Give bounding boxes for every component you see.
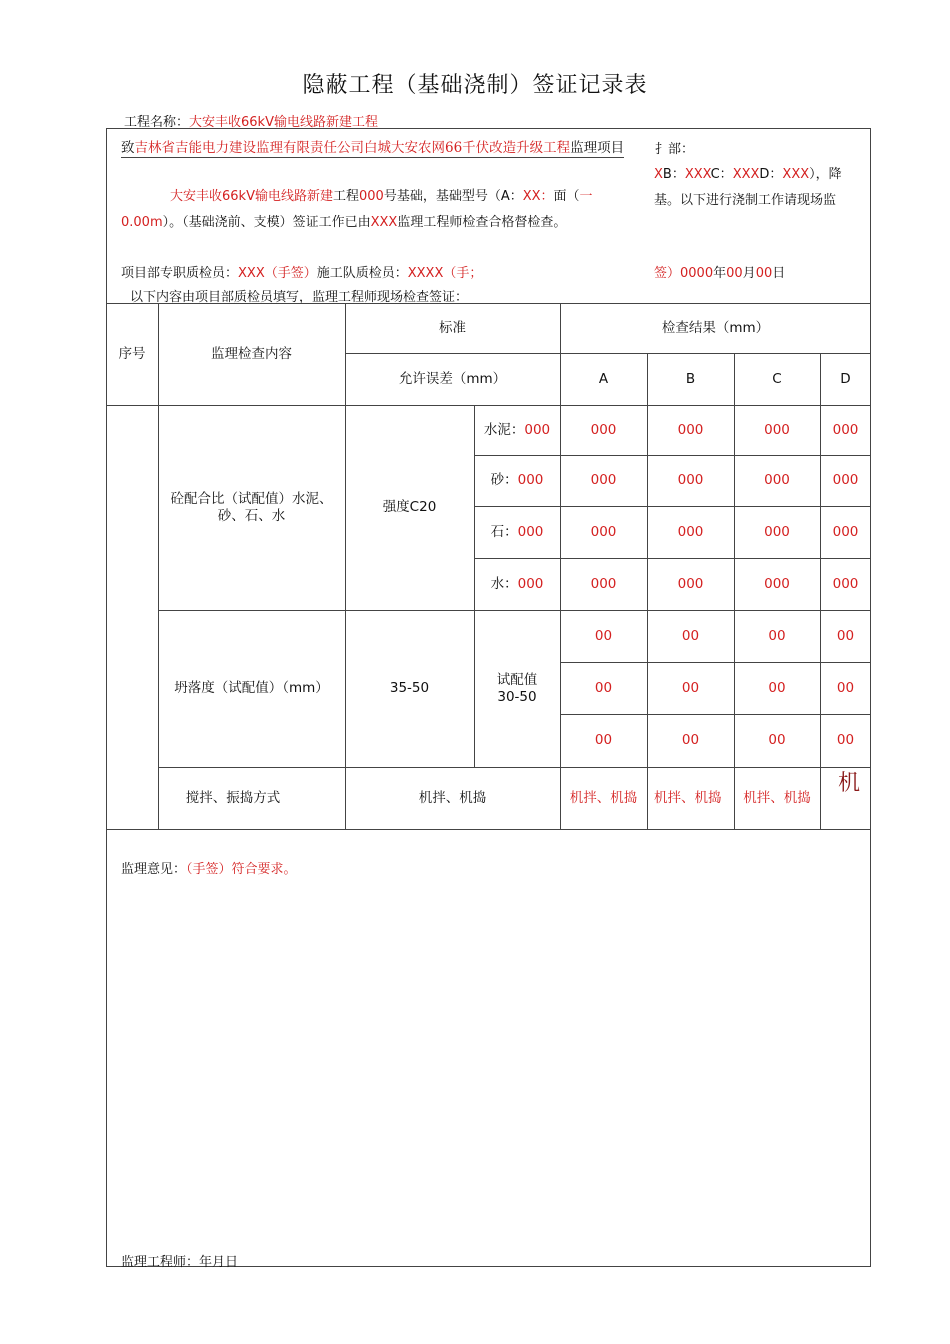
header-standard: 标准 xyxy=(439,319,466,336)
slump-result: 00 xyxy=(836,679,855,696)
foundation-number: 000 xyxy=(358,189,384,204)
component-name: 石： xyxy=(490,523,518,540)
result-cell: 000 xyxy=(677,472,704,488)
component-name: 水泥： xyxy=(483,421,525,438)
elevation-value: 0.00m xyxy=(121,215,163,230)
slump-label: 坍落度（试配值）（mm） xyxy=(174,680,329,696)
grid-line xyxy=(106,829,871,830)
mix-component-sand xyxy=(474,455,560,506)
mixing-result-d: 机 xyxy=(838,771,861,796)
page-title: 隐蔽工程（基础浇制）签证记录表 xyxy=(302,73,648,98)
opinion-value: （手签）符合要求。 xyxy=(186,862,297,877)
slump-result: 00 xyxy=(594,732,613,748)
to-prefix: 致 xyxy=(121,140,135,156)
result-cell: 000 xyxy=(677,523,704,540)
result-cell: 000 xyxy=(764,421,790,438)
sign-day: 00 xyxy=(755,266,773,281)
p1-text2: 号基础，基础型号（A： xyxy=(383,189,523,204)
header-tolerance: 允许误差（mm） xyxy=(398,370,507,387)
component-name: 水： xyxy=(490,575,518,592)
header-seq: 序号 xyxy=(118,345,146,362)
slump-result: 00 xyxy=(836,732,855,748)
dept-fragment: 扌部： xyxy=(655,142,695,157)
component-name: 砂： xyxy=(490,472,518,488)
project-name: 大安丰收66kV输电线路新建工程 xyxy=(189,115,378,130)
day-unit: 日 xyxy=(772,266,786,281)
component-value: 000 xyxy=(517,472,544,488)
header-a: A xyxy=(598,370,609,387)
slump-result: 00 xyxy=(681,679,700,696)
inspector-line xyxy=(121,262,482,281)
slump-result: 00 xyxy=(594,679,613,696)
mix-component-stone xyxy=(474,506,560,558)
slump-result: 00 xyxy=(768,679,786,696)
engineer-name: XXX xyxy=(370,215,398,230)
slump-standard: 35-50 xyxy=(389,680,430,696)
slump-result: 00 xyxy=(681,627,700,644)
type-tail: ），降 xyxy=(809,167,842,182)
type-b-label: B： xyxy=(662,167,685,182)
mixing-result: 机拌、机捣 xyxy=(569,789,638,806)
slump-result: 00 xyxy=(836,627,855,644)
type-c-label: C： xyxy=(710,167,733,182)
year-unit: 年 xyxy=(713,266,727,281)
type-b-value: XXX xyxy=(684,167,711,182)
engineer-signature-line: 监理工程师：年月日 xyxy=(121,1255,239,1270)
result-cell: 000 xyxy=(590,523,617,540)
to-org: 吉林省吉能电力建设监理有限责任公司白城大安农网66千伏改造升级工程 xyxy=(134,140,571,156)
sign-month: 00 xyxy=(726,266,743,281)
paragraph-line-2 xyxy=(121,211,566,230)
project-label: 工程名称： xyxy=(124,115,190,130)
sign-date xyxy=(654,262,785,281)
team-label: 施工队质检员： xyxy=(316,266,408,281)
inspector-label: 项目部专职质检员： xyxy=(121,266,239,281)
mix-standard: 强度C20 xyxy=(382,499,437,515)
result-cell: 000 xyxy=(590,421,617,438)
mixing-label: 搅拌、振捣方式 xyxy=(185,789,281,806)
slump-result: 00 xyxy=(681,732,700,748)
trial-value: 30-50 xyxy=(497,688,537,705)
type-c-value: XXX xyxy=(732,167,760,182)
team-value: XXXX（手； xyxy=(407,266,483,281)
result-cell: 000 xyxy=(764,575,790,592)
p1-text3: 面（ xyxy=(553,189,580,204)
p1-dash: 一 xyxy=(579,189,593,204)
header-b: B xyxy=(685,370,696,387)
slump-trial xyxy=(474,610,560,767)
result-cell: 000 xyxy=(764,523,790,540)
project-ref: 大安丰收66kV输电线路新建 xyxy=(170,189,333,204)
type-a-value: XX： xyxy=(522,189,554,204)
slump-result: 00 xyxy=(594,627,613,644)
mix-ratio-label: 砼配合比（试配值）水泥、砂、石、水 xyxy=(170,490,333,524)
result-cell: 000 xyxy=(832,421,859,438)
header-results: 检查结果（mm） xyxy=(661,319,770,336)
mixing-result: 机拌、机捣 xyxy=(654,789,722,806)
type-d-value: XXX xyxy=(782,167,810,182)
type-d-label: D： xyxy=(759,167,783,182)
component-value: 000 xyxy=(517,575,544,592)
month-unit: 月 xyxy=(742,266,756,281)
result-cell: 000 xyxy=(677,575,704,592)
slump-result: 00 xyxy=(768,732,786,748)
result-cell: 000 xyxy=(590,575,617,592)
header-d: D xyxy=(840,370,851,387)
mixing-standard: 机拌、机捣 xyxy=(418,789,487,806)
component-value: 000 xyxy=(517,523,544,540)
type-x: X xyxy=(654,167,663,182)
paragraph-line-1 xyxy=(170,185,593,204)
supervisor-opinion xyxy=(121,858,297,877)
result-cell: 000 xyxy=(677,421,704,438)
p2-text1: ）。（基础浇前、支模）签证工作已由 xyxy=(162,215,371,230)
to-suffix: 监理项目 xyxy=(570,140,625,156)
right-line-2: 基。以下进行浇制工作请现场监 xyxy=(654,193,837,208)
sign-red: 签） xyxy=(654,266,681,281)
addressee-line xyxy=(121,136,624,158)
result-cell: 000 xyxy=(832,575,859,592)
foundation-type-values xyxy=(654,163,842,182)
mix-component-cement xyxy=(474,405,560,455)
p2-text2: 监理工程师检查合格督检查。 xyxy=(397,215,567,230)
sign-year: 0000 xyxy=(680,266,714,281)
component-value: 000 xyxy=(524,421,551,438)
opinion-label: 监理意见： xyxy=(121,862,187,877)
slump-result: 00 xyxy=(768,627,786,644)
inspector-value: XXX（手签） xyxy=(238,266,317,281)
result-cell: 000 xyxy=(764,472,790,488)
result-cell: 000 xyxy=(832,472,859,488)
instruction-text: 以下内容由项目部质检员填写，监理工程师现场检查签证： xyxy=(130,290,469,305)
result-cell: 000 xyxy=(832,523,859,540)
header-content: 监理检查内容 xyxy=(211,345,292,362)
mix-component-water xyxy=(474,558,560,610)
p1-text1: 工程 xyxy=(332,189,359,204)
result-cell: 000 xyxy=(590,472,617,488)
mixing-result: 机拌、机捣 xyxy=(743,789,811,806)
trial-label: 试配值 xyxy=(496,671,538,688)
header-c: C xyxy=(772,370,782,387)
